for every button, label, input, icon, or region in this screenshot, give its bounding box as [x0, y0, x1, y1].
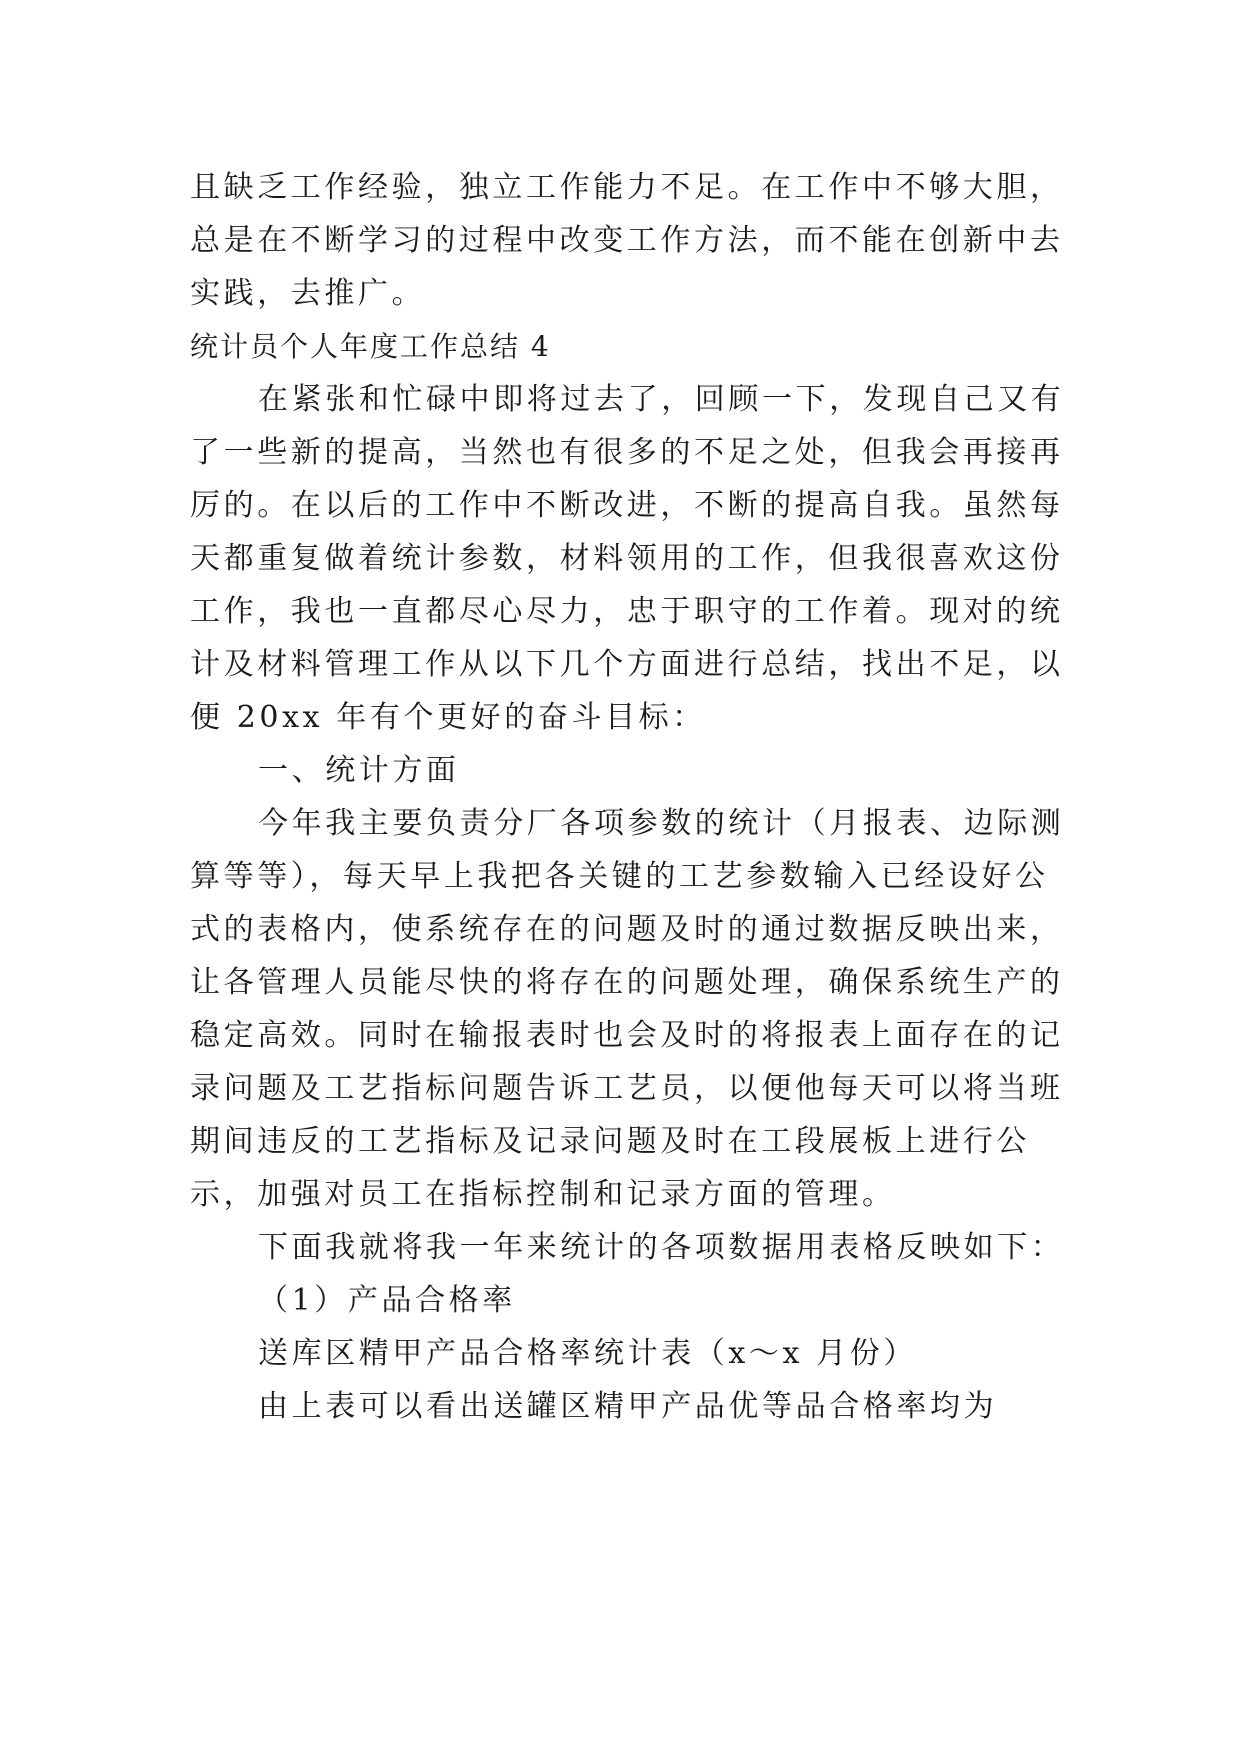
text-line: 算等等），每天早上我把各关键的工艺参数输入已经设好公 [190, 859, 1049, 894]
text-line: 且缺乏工作经验，独立工作能力不足。在工作中不够大胆， [190, 170, 1064, 205]
text-line: 式的表格内，使系统存在的问题及时的通过数据反映出来， [190, 912, 1064, 947]
paragraph-start: 下面我就将我一年来统计的各项数据用表格反映如下： [258, 1230, 1065, 1265]
text-line: 期间违反的工艺指标及记录问题及时在工段展板上进行公 [190, 1124, 1030, 1159]
paragraph-start: 今年我主要负责分厂各项参数的统计（月报表、边际测 [258, 806, 1065, 841]
text-line: 厉的。在以后的工作中不断改进，不断的提高自我。虽然每 [190, 488, 1064, 523]
text-line: 工作，我也一直都尽心尽力，忠于职守的工作着。现对的统 [190, 594, 1064, 629]
paragraph-start: 在紧张和忙碌中即将过去了，回顾一下，发现自己又有 [258, 382, 1065, 417]
text-line: 稳定高效。同时在输报表时也会及时的将报表上面存在的记 [190, 1018, 1064, 1053]
text-line: 录问题及工艺指标问题告诉工艺员，以便他每天可以将当班 [190, 1071, 1064, 1106]
table-caption: 送库区精甲产品合格率统计表（x～x 月份） [258, 1336, 917, 1371]
paragraph-start: 由上表可以看出送罐区精甲产品优等品合格率均为 [258, 1389, 998, 1424]
subsection-heading: 一、统计方面 [258, 753, 460, 788]
text-line: 便 20xx 年有个更好的奋斗目标： [190, 700, 706, 735]
section-title: 统计员个人年度工作总结 4 [190, 330, 551, 363]
text-line: 天都重复做着统计参数，材料领用的工作，但我很喜欢这份 [190, 541, 1064, 576]
text-line: 让各管理人员能尽快的将存在的问题处理，确保系统生产的 [190, 965, 1064, 1000]
text-line: 计及材料管理工作从以下几个方面进行总结，找出不足，以 [190, 647, 1064, 682]
list-item-heading: （1）产品合格率 [258, 1283, 516, 1318]
text-line: 实践，去推广。 [190, 276, 426, 311]
text-line: 总是在不断学习的过程中改变工作方法，而不能在创新中去 [190, 223, 1064, 258]
text-line: 示，加强对员工在指标控制和记录方面的管理。 [190, 1177, 896, 1212]
text-line: 了一些新的提高，当然也有很多的不足之处，但我会再接再 [190, 435, 1064, 470]
